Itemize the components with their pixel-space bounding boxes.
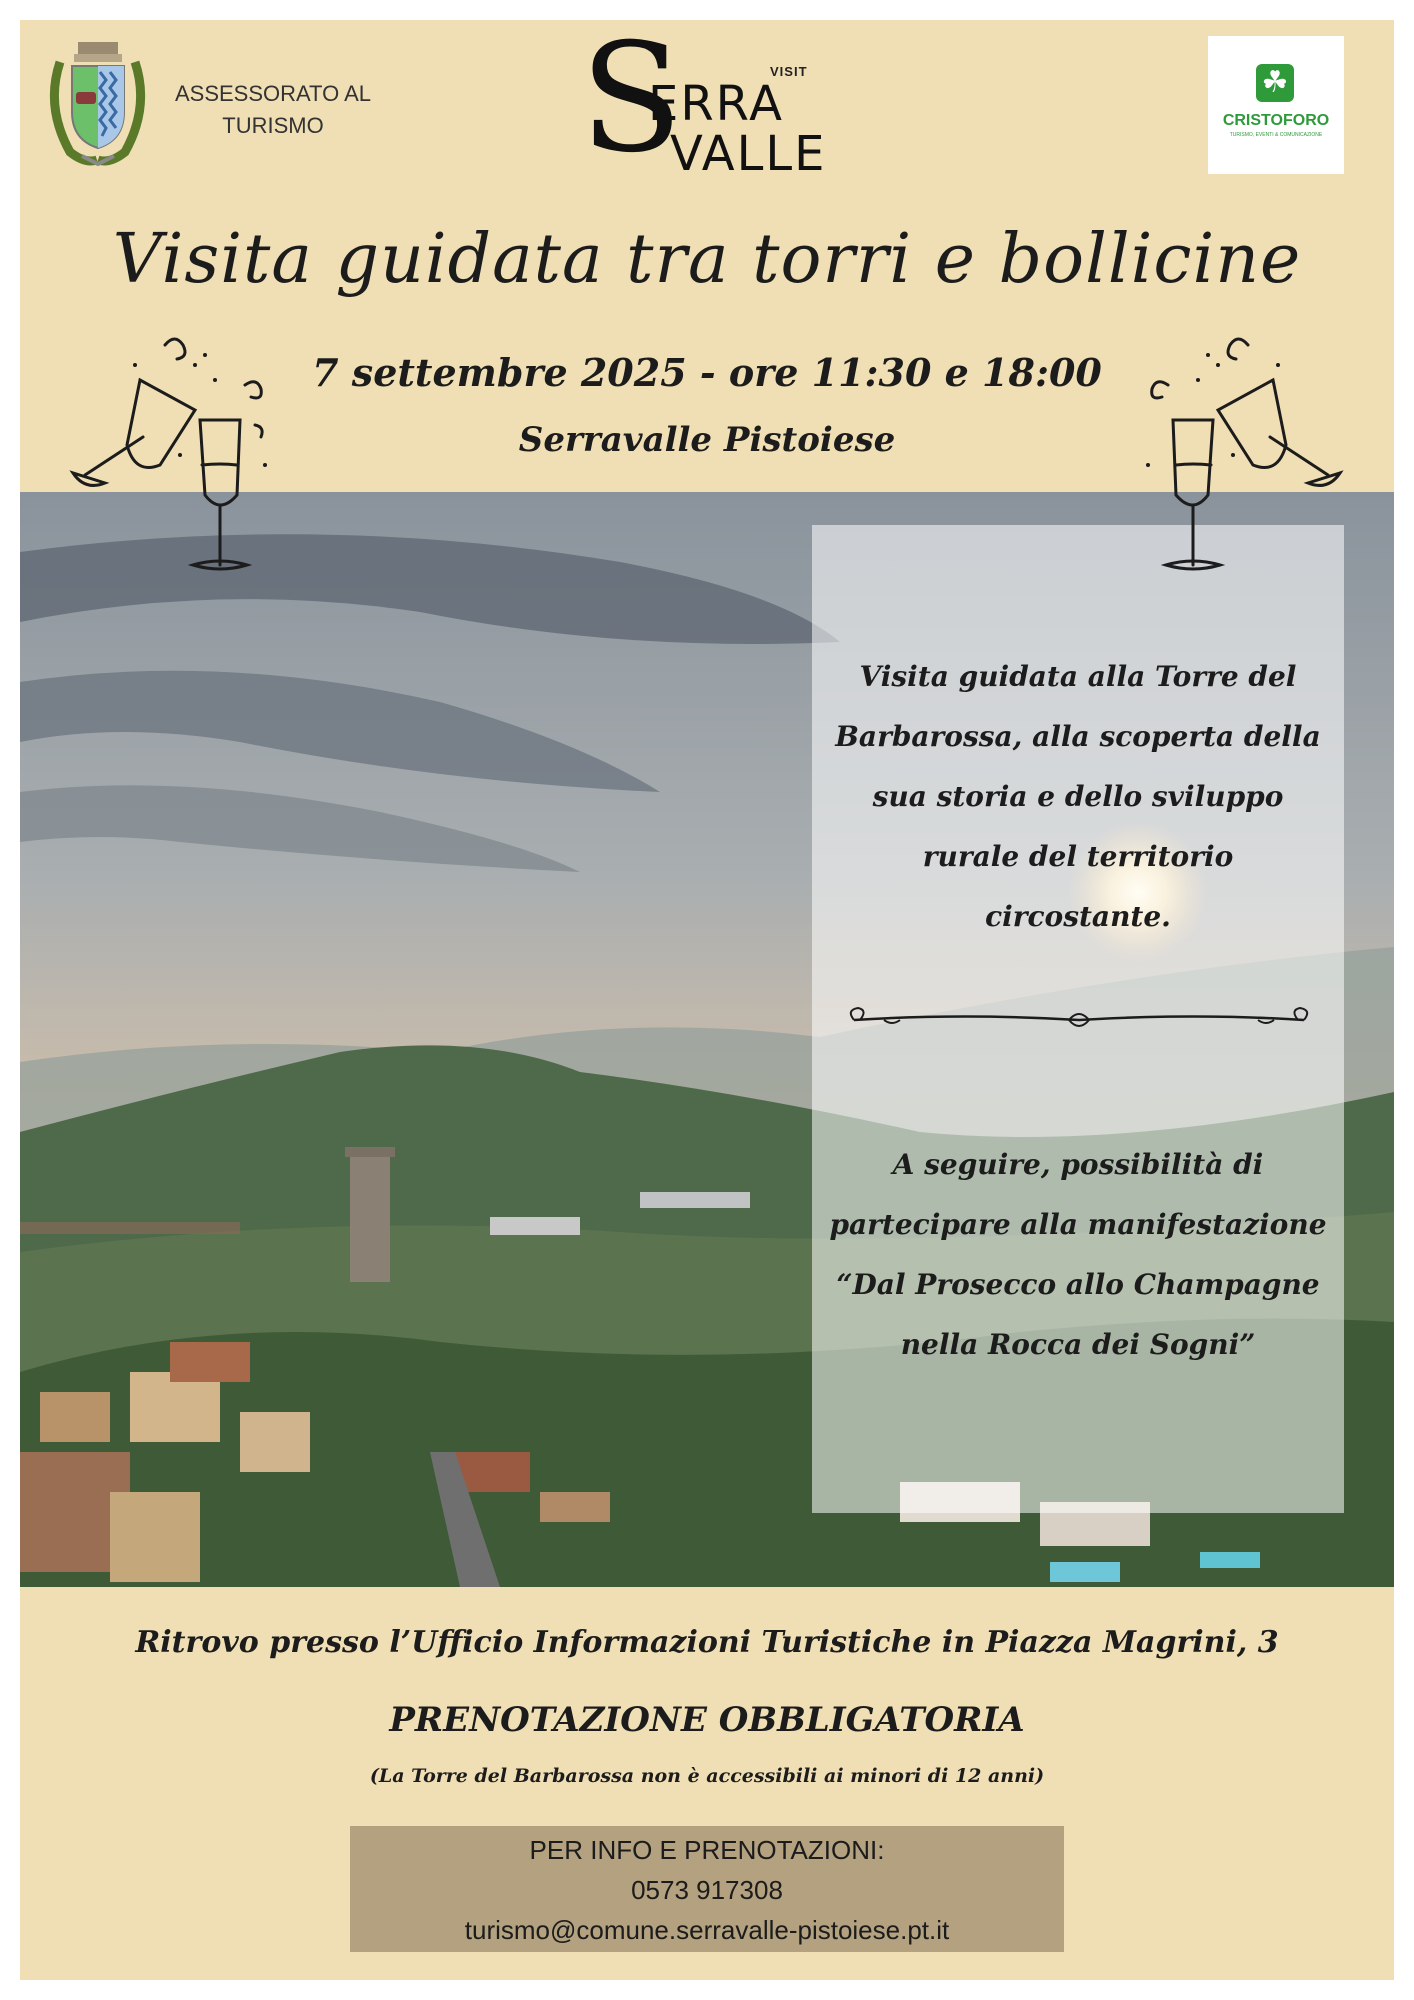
department-line-2: TURISMO: [222, 113, 324, 138]
department-name: [158, 78, 388, 142]
champagne-glasses-icon: [1108, 325, 1348, 575]
sponsor-logo: [1208, 36, 1344, 174]
event-date-time: 7 settembre 2025 - ore 11:30 e 18:00: [312, 350, 1102, 395]
logo-initial: S: [580, 20, 683, 186]
sponsor-tagline: TURISMO, EVENTI & COMUNICAZIONE: [1229, 132, 1323, 138]
event-location: Serravalle Pistoiese: [518, 420, 896, 460]
age-restriction-note: (La Torre del Barbarossa non è accessibili ai minori di 12 anni): [369, 1765, 1045, 1787]
ornament-divider-icon: [844, 1005, 1314, 1035]
description-box: [812, 525, 1344, 1513]
poster: [20, 20, 1394, 1980]
contact-heading: PER INFO E PRENOTAZIONI:: [529, 1835, 885, 1865]
visit-serravalle-logo: [580, 20, 840, 186]
logo-visit-label: VISIT: [770, 64, 808, 79]
contact-box: [350, 1826, 1064, 1952]
booking-required: PRENOTAZIONE OBBLIGATORIA: [389, 1700, 1025, 1740]
department-line-1: ASSESSORATO AL: [174, 81, 372, 106]
contact-email: turismo@comune.serravalle-pistoiese.pt.it: [464, 1915, 950, 1945]
landscape-photo: [20, 492, 1394, 1587]
contact-phone: 0573 917308: [631, 1875, 783, 1905]
description-paragraph-2: A seguire, possibilità di partecipare alla manifestazione “Dal Prosecco allo Champagne nella Rocca dei Sogni”: [829, 1148, 1327, 1361]
champagne-glasses-icon: [65, 325, 305, 575]
event-title: Visita guidata tra torri e bollicine: [112, 220, 1302, 299]
meeting-point: Ritrovo presso l’Ufficio Informazioni Turistiche in Piazza Magrini, 3: [135, 1625, 1279, 1660]
sponsor-name: CRISTOFORO: [1222, 112, 1330, 129]
municipal-crest-icon: [40, 32, 155, 172]
logo-line-1: ERRA: [648, 76, 784, 132]
logo-line-2: VALLE: [670, 126, 827, 182]
clover-icon: [1256, 64, 1294, 102]
description-paragraph-1: Visita guidata alla Torre del Barbarossa, alla scoperta della sua storia e dello sviluppo rurale del territorio circostante.: [835, 660, 1321, 933]
